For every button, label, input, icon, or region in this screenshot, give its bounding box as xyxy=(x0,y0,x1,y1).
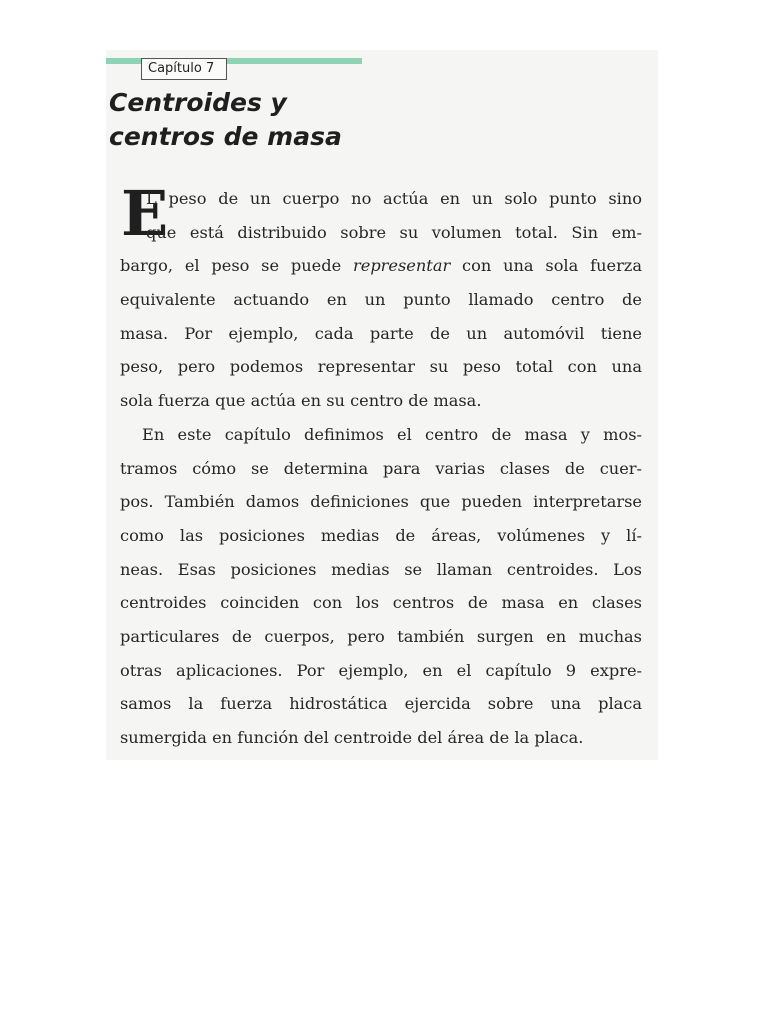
chapter-title xyxy=(109,86,409,154)
text-line: centroides coinciden con los centros de masa en clases xyxy=(120,593,642,613)
text-run: bargo, el peso se puede xyxy=(120,256,353,276)
text-line: En este capítulo definimos el centro de masa y mos- xyxy=(142,424,642,444)
text-line: otras aplicaciones. Por ejemplo, en el capítulo 9 expre- xyxy=(120,660,642,680)
text-line: neas. Esas posiciones medias se llaman centroides. Los xyxy=(120,559,642,579)
drop-cap: E xyxy=(121,177,169,250)
text-line: como las posiciones medias de áreas, volúmenes y lí- xyxy=(120,525,642,545)
text-line: equivalente actuando en un punto llamado centro de xyxy=(120,290,642,310)
text-line: que está distribuido sobre su volumen total. Sin em- xyxy=(146,222,642,242)
text-run: con una sola fuerza xyxy=(450,256,642,276)
text-line: sumergida en función del centroide del área de la placa. xyxy=(120,728,584,747)
paragraph-2 xyxy=(120,418,642,755)
text-line: sola fuerza que actúa en su centro de masa. xyxy=(120,391,482,411)
text-line: peso, pero podemos representar su peso total con una xyxy=(120,357,642,377)
text-line xyxy=(120,249,642,283)
text-line: tramos cómo se determina para varias clases de cuer- xyxy=(120,458,642,478)
text-line: L peso de un cuerpo no actúa en un solo punto sino xyxy=(146,189,642,208)
text-line: particulares de cuerpos, pero también surgen en muchas xyxy=(120,626,642,646)
text-line: masa. Por ejemplo, cada parte de un automóvil tiene xyxy=(120,323,642,343)
paragraph-1 xyxy=(120,177,642,418)
text-line: pos. También damos definiciones que pueden interpretarse xyxy=(120,492,642,512)
chapter-title-line-2: centros de masa xyxy=(109,122,342,151)
text-line: samos la fuerza hidrostática ejercida sobre una placa xyxy=(120,694,642,714)
body-text xyxy=(120,177,642,755)
chapter-title-line-1: Centroides y xyxy=(109,88,287,117)
chapter-label: Capítulo 7 xyxy=(141,58,227,80)
emphasis: representar xyxy=(353,256,451,276)
